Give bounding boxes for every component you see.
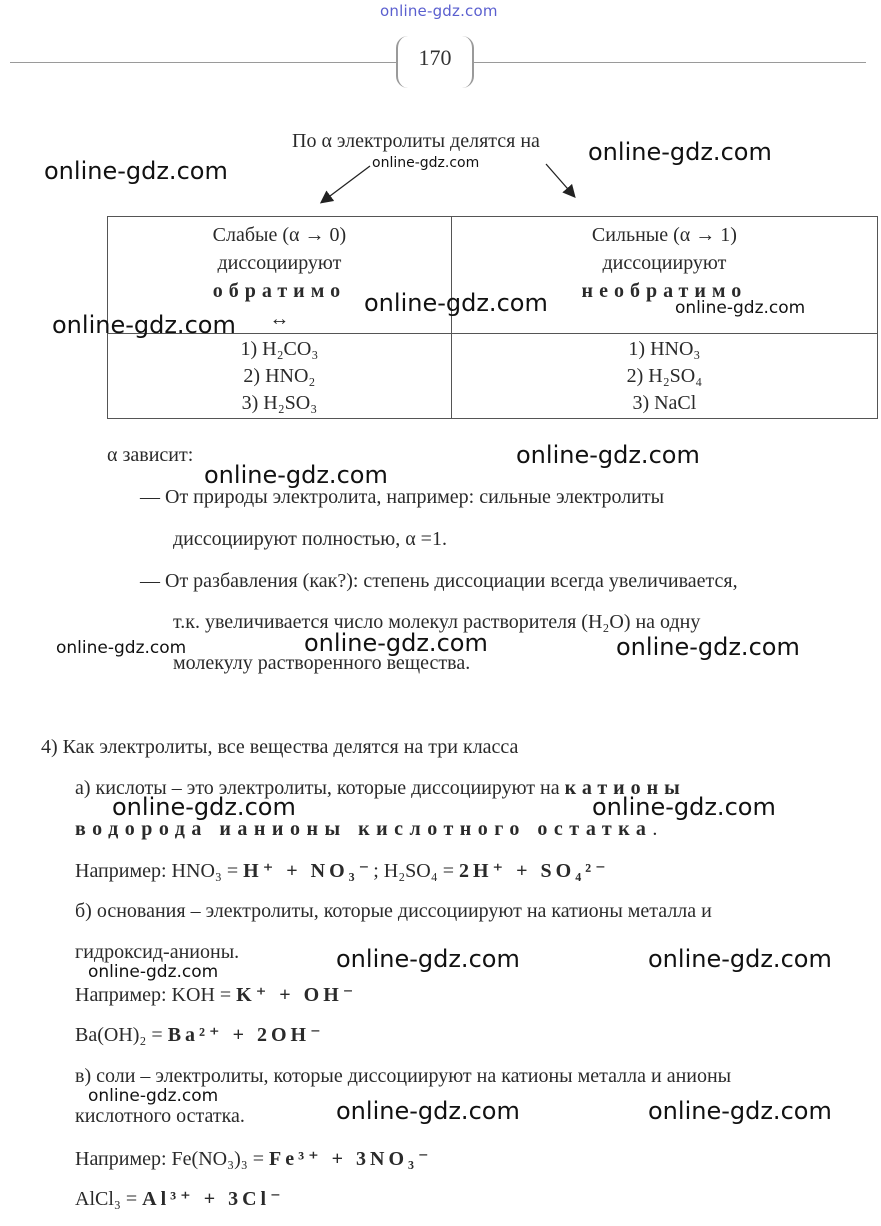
acids-example-ions-1: H⁺ + NO₃⁻ bbox=[243, 860, 374, 882]
strong-title: Сильные (α → 1) bbox=[591, 224, 737, 246]
bases-example-2 bbox=[75, 1022, 325, 1047]
weak-item: 1) H₂CO₃ bbox=[240, 338, 319, 360]
strong-verb: диссоциируют bbox=[602, 252, 727, 274]
salts-example-ions-2: Al³⁺ + 3Cl⁻ bbox=[142, 1188, 285, 1210]
acids-example-ions-2: 2H⁺ + SO₄²⁻ bbox=[459, 860, 610, 882]
depends-bullet-1-line-2: диссоциируют полностью, α =1. bbox=[173, 528, 447, 550]
watermark: online-gdz.com bbox=[44, 157, 228, 185]
watermark: online-gdz.com bbox=[364, 289, 548, 317]
watermark: online-gdz.com bbox=[588, 138, 772, 166]
watermark: online-gdz.com bbox=[592, 793, 776, 821]
section-4-title: 4) Как электролиты, все вещества делятся на три класса bbox=[41, 736, 519, 758]
arrow-right bbox=[546, 164, 574, 196]
strong-list-cell bbox=[451, 334, 877, 419]
reversible-arrow-icon: ↔ bbox=[269, 308, 290, 330]
bases-example-ions-1: K⁺ + OH⁻ bbox=[236, 984, 358, 1006]
strong-item: 1) HNO₃ bbox=[628, 338, 701, 360]
acids-line-2-end: . bbox=[652, 818, 658, 840]
watermark: online-gdz.com bbox=[516, 441, 700, 469]
bases-line-2: гидроксид-анионы. bbox=[75, 941, 240, 963]
watermark: online-gdz.com bbox=[204, 461, 388, 489]
acids-example-label: Например: HNO₃ = bbox=[75, 860, 244, 882]
bases-example-ions-2: Ba²⁺ + 2OH⁻ bbox=[167, 1024, 325, 1046]
salts-example bbox=[75, 1146, 433, 1171]
acids-example bbox=[75, 858, 610, 883]
acids-line-2 bbox=[75, 818, 657, 841]
weak-item: 2) HNO₂ bbox=[243, 365, 316, 387]
depends-bullet-2-line-2: т.к. увеличивается число молекул растворителя (H₂O) на одну bbox=[173, 611, 701, 633]
salts-example-ions-1: Fe³⁺ + 3NO₃⁻ bbox=[268, 1148, 433, 1170]
salts-example-2-label: AlCl₃ = bbox=[75, 1188, 143, 1210]
acids-bold-text: катионы bbox=[564, 777, 686, 799]
watermark: online-gdz.com bbox=[112, 793, 296, 821]
weak-item: 3) H₂SO₃ bbox=[241, 392, 318, 414]
weak-list-cell bbox=[108, 334, 452, 419]
strong-item: 3) NaCl bbox=[632, 392, 697, 414]
watermark: online-gdz.com bbox=[336, 945, 520, 973]
bases-example-2-label: Ba(OH)₂ = bbox=[75, 1024, 168, 1046]
watermark: online-gdz.com bbox=[336, 1097, 520, 1125]
watermark: online-gdz.com bbox=[648, 1097, 832, 1125]
weak-mode: обратимо bbox=[212, 280, 347, 302]
acids-text: а) кислоты – это электролиты, которые диссоциируют на bbox=[75, 777, 565, 799]
salts-line-1: в) соли – электролиты, которые диссоциируют на катионы металла и анионы bbox=[75, 1065, 732, 1087]
watermark: online-gdz.com bbox=[52, 311, 236, 339]
page-number: 170 bbox=[396, 36, 474, 88]
arrow-left bbox=[322, 166, 370, 202]
watermark: online-gdz.com bbox=[648, 945, 832, 973]
depends-bullet-2-line-1: — От разбавления (как?): степень диссоциации всегда увеличивается, bbox=[140, 570, 738, 592]
header-divider-right bbox=[474, 62, 866, 63]
site-header-link[interactable]: online-gdz.com bbox=[380, 2, 498, 20]
weak-verb: диссоциируют bbox=[217, 252, 342, 274]
watermark: online-gdz.com bbox=[675, 298, 806, 318]
depends-bullet-1-line-1: — От природы электролита, например: сильные электролиты bbox=[140, 486, 665, 508]
watermark: online-gdz.com bbox=[56, 638, 187, 658]
header-divider-left bbox=[10, 62, 396, 63]
bases-example-label: Например: KOH = bbox=[75, 984, 237, 1006]
depends-bullet-2-line-3: молекулу растворенного вещества. bbox=[173, 652, 471, 674]
depends-title: α зависит: bbox=[107, 444, 194, 466]
salts-line-2: кислотного остатка. bbox=[75, 1105, 245, 1127]
strong-item: 2) H₂SO₄ bbox=[626, 365, 703, 387]
watermark: online-gdz.com bbox=[372, 155, 480, 171]
bases-line-1: б) основания – электролиты, которые диссоциируют на катионы металла и bbox=[75, 900, 712, 922]
strong-mode: необратимо bbox=[581, 280, 748, 302]
intro-text: По α электролиты делятся на bbox=[292, 130, 540, 152]
acids-bold-text-2: водорода ианионы кислотного остатка bbox=[75, 818, 653, 840]
bases-example bbox=[75, 982, 357, 1007]
weak-title: Слабые (α → 0) bbox=[212, 224, 347, 246]
watermark: online-gdz.com bbox=[616, 633, 800, 661]
acids-example-sep: ; H₂SO₄ = bbox=[373, 860, 459, 882]
salts-example-2 bbox=[75, 1186, 285, 1211]
watermark: online-gdz.com bbox=[304, 629, 488, 657]
watermark: online-gdz.com bbox=[88, 962, 219, 982]
watermark: online-gdz.com bbox=[88, 1086, 219, 1106]
salts-example-label: Например: Fe(NO₃)₃ = bbox=[75, 1148, 269, 1170]
